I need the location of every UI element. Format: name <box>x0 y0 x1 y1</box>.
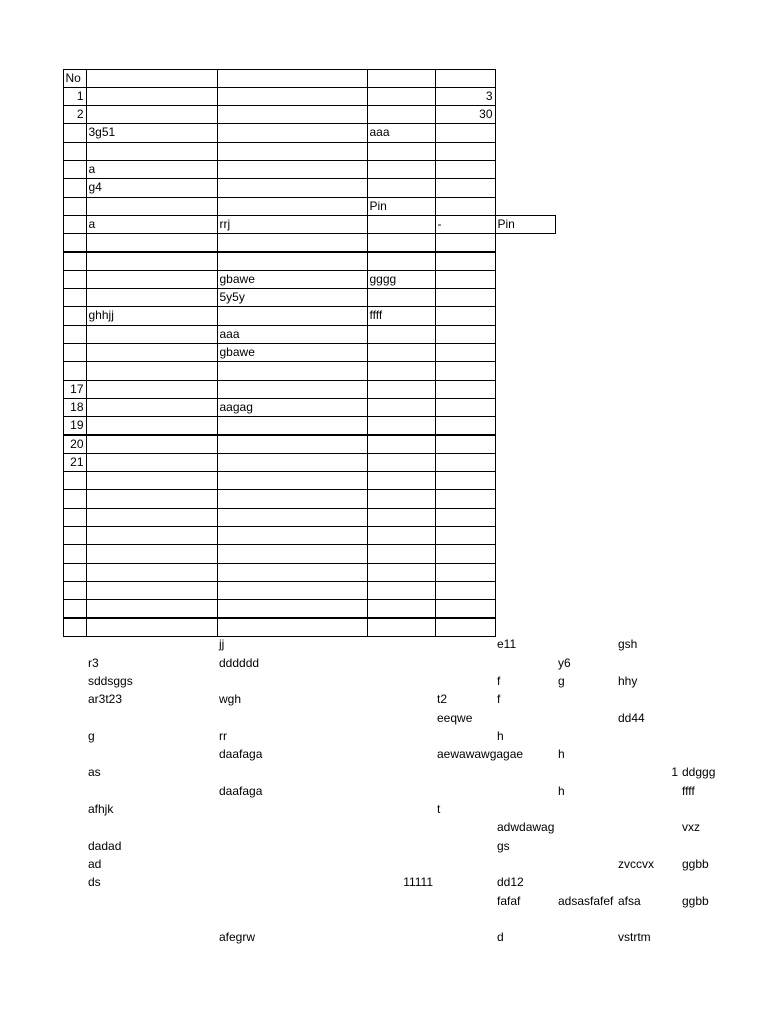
table-cell[interactable] <box>435 343 496 362</box>
table-cell[interactable] <box>367 160 436 179</box>
free-cell[interactable]: adwdawag <box>497 820 555 835</box>
table-cell[interactable]: a <box>86 215 218 234</box>
table-cell[interactable] <box>217 87 368 106</box>
table-cell[interactable]: aaa <box>217 325 368 344</box>
table-cell[interactable] <box>435 380 496 399</box>
table-cell[interactable] <box>86 563 218 582</box>
table-cell[interactable] <box>435 252 496 271</box>
free-cell[interactable]: ggbb <box>682 856 709 871</box>
table-cell[interactable] <box>86 435 218 454</box>
free-cell[interactable]: ad <box>88 856 102 871</box>
table-cell[interactable] <box>86 471 218 490</box>
table-cell[interactable] <box>367 288 436 307</box>
table-cell[interactable]: a <box>86 160 218 179</box>
table-cell[interactable] <box>435 142 496 161</box>
table-cell[interactable] <box>367 105 436 124</box>
free-cell[interactable]: e11 <box>497 637 517 652</box>
table-cell[interactable] <box>435 508 496 527</box>
table-cell[interactable] <box>435 306 496 325</box>
table-cell[interactable] <box>367 343 436 362</box>
table-cell[interactable] <box>367 398 436 417</box>
free-cell[interactable]: eeqwe <box>437 710 473 725</box>
free-cell[interactable]: t2 <box>437 692 448 707</box>
table-cell[interactable] <box>435 325 496 344</box>
table-cell[interactable] <box>63 544 87 563</box>
table-cell[interactable] <box>217 361 368 380</box>
free-cell[interactable]: f <box>497 673 501 688</box>
table-cell[interactable] <box>217 508 368 527</box>
table-cell[interactable] <box>63 581 87 600</box>
table-cell[interactable]: 20 <box>63 435 87 454</box>
table-cell[interactable]: ffff <box>367 306 436 325</box>
table-cell[interactable] <box>217 178 368 197</box>
free-cell[interactable]: h <box>558 747 565 762</box>
table-cell[interactable] <box>435 178 496 197</box>
free-cell[interactable]: zvccvx <box>618 856 654 871</box>
table-cell[interactable] <box>86 618 218 637</box>
table-cell[interactable] <box>217 563 368 582</box>
table-cell[interactable] <box>435 599 496 618</box>
table-cell[interactable] <box>63 288 87 307</box>
table-cell[interactable] <box>86 581 218 600</box>
table-cell[interactable] <box>217 252 368 271</box>
free-cell[interactable]: wgh <box>219 692 242 707</box>
table-cell[interactable] <box>367 453 436 472</box>
extra-pin-cell[interactable]: Pin <box>495 215 556 234</box>
table-cell[interactable] <box>63 160 87 179</box>
free-cell[interactable]: dadad <box>88 838 122 853</box>
table-header-cell[interactable] <box>367 69 436 88</box>
table-cell[interactable] <box>217 306 368 325</box>
table-cell[interactable] <box>86 361 218 380</box>
free-cell[interactable]: adsasfafef <box>558 893 614 908</box>
table-cell[interactable] <box>367 489 436 508</box>
free-cell[interactable]: g <box>558 673 565 688</box>
table-cell[interactable] <box>63 197 87 216</box>
table-cell[interactable] <box>435 398 496 417</box>
table-cell[interactable] <box>86 197 218 216</box>
table-cell[interactable] <box>217 416 368 435</box>
table-cell[interactable] <box>217 544 368 563</box>
free-cell[interactable]: vstrtm <box>618 930 651 945</box>
free-cell[interactable]: t <box>437 802 441 816</box>
table-cell[interactable] <box>367 142 436 161</box>
table-cell[interactable]: 19 <box>63 416 87 435</box>
table-cell[interactable] <box>63 343 87 362</box>
free-cell[interactable]: ddggg <box>682 765 716 780</box>
table-cell[interactable] <box>63 142 87 161</box>
table-cell[interactable] <box>217 453 368 472</box>
table-cell[interactable] <box>367 599 436 618</box>
table-cell[interactable] <box>63 618 87 637</box>
table-cell[interactable]: 30 <box>435 105 496 124</box>
table-cell[interactable]: 2 <box>63 105 87 124</box>
table-cell[interactable] <box>367 563 436 582</box>
table-cell[interactable] <box>63 361 87 380</box>
table-cell[interactable]: 5y5y <box>217 288 368 307</box>
table-cell[interactable] <box>217 123 368 142</box>
table-cell[interactable] <box>217 581 368 600</box>
table-header-cell[interactable] <box>435 69 496 88</box>
table-cell[interactable] <box>367 508 436 527</box>
table-cell[interactable] <box>367 618 436 637</box>
table-cell[interactable] <box>63 215 87 234</box>
table-cell[interactable] <box>217 105 368 124</box>
free-cell[interactable]: h <box>497 728 504 743</box>
table-cell[interactable] <box>86 453 218 472</box>
table-cell[interactable] <box>86 343 218 362</box>
free-cell[interactable]: ar3t23 <box>88 692 123 707</box>
table-cell[interactable] <box>86 87 218 106</box>
free-cell[interactable]: dd44 <box>618 710 645 725</box>
free-cell[interactable]: d <box>497 930 504 945</box>
table-cell[interactable] <box>435 160 496 179</box>
free-cell[interactable]: g <box>88 728 95 743</box>
table-cell[interactable]: ghhjj <box>86 306 218 325</box>
table-cell[interactable]: aaa <box>367 123 436 142</box>
table-cell[interactable]: 1 <box>63 87 87 106</box>
table-cell[interactable] <box>86 398 218 417</box>
free-cell[interactable]: vxz <box>682 820 700 835</box>
table-cell[interactable] <box>367 252 436 271</box>
table-cell[interactable] <box>63 325 87 344</box>
table-cell[interactable]: 3g51 <box>86 123 218 142</box>
table-cell[interactable] <box>63 489 87 508</box>
table-cell[interactable] <box>435 197 496 216</box>
table-cell[interactable] <box>86 526 218 545</box>
table-cell[interactable] <box>435 581 496 600</box>
free-cell[interactable]: afhjk <box>88 802 114 816</box>
table-cell[interactable] <box>86 270 218 289</box>
table-cell[interactable] <box>63 306 87 325</box>
table-cell[interactable] <box>217 380 368 399</box>
free-cell[interactable]: y6 <box>558 655 571 670</box>
table-cell[interactable] <box>435 526 496 545</box>
table-cell[interactable]: g4 <box>86 178 218 197</box>
table-cell[interactable] <box>86 288 218 307</box>
table-cell[interactable] <box>63 270 87 289</box>
table-cell[interactable] <box>367 178 436 197</box>
table-cell[interactable] <box>86 105 218 124</box>
table-cell[interactable]: aagag <box>217 398 368 417</box>
table-cell[interactable] <box>217 233 368 252</box>
free-cell[interactable]: gs <box>497 838 510 853</box>
table-cell[interactable] <box>86 252 218 271</box>
table-cell[interactable] <box>367 361 436 380</box>
free-cell[interactable]: sddsggs <box>88 673 133 688</box>
free-cell[interactable]: as <box>88 765 101 780</box>
table-cell[interactable] <box>217 471 368 490</box>
table-cell[interactable]: - <box>435 215 496 234</box>
table-cell[interactable] <box>86 380 218 399</box>
table-cell[interactable] <box>63 471 87 490</box>
table-cell[interactable] <box>367 233 436 252</box>
free-cell[interactable]: ggbb <box>682 893 709 908</box>
free-cell[interactable]: afsa <box>618 893 641 908</box>
free-cell[interactable]: h <box>558 783 565 798</box>
free-cell[interactable]: jj <box>219 637 225 652</box>
table-cell[interactable]: gbawe <box>217 270 368 289</box>
table-cell[interactable] <box>367 380 436 399</box>
table-cell[interactable] <box>86 142 218 161</box>
table-cell[interactable] <box>86 233 218 252</box>
table-cell[interactable] <box>217 599 368 618</box>
free-cell[interactable]: dd12 <box>497 875 524 890</box>
free-cell[interactable]: gsh <box>618 637 638 652</box>
table-cell[interactable] <box>435 453 496 472</box>
table-cell[interactable] <box>217 197 368 216</box>
table-cell[interactable] <box>217 618 368 637</box>
table-header-cell[interactable] <box>217 69 368 88</box>
table-cell[interactable]: 17 <box>63 380 87 399</box>
table-cell[interactable] <box>63 508 87 527</box>
table-cell[interactable] <box>367 215 436 234</box>
table-header-cell[interactable] <box>86 69 218 88</box>
free-cell[interactable]: ds <box>88 875 101 890</box>
table-cell[interactable] <box>435 563 496 582</box>
table-cell[interactable] <box>435 471 496 490</box>
table-cell[interactable] <box>435 489 496 508</box>
table-cell[interactable] <box>435 288 496 307</box>
table-cell[interactable] <box>217 526 368 545</box>
table-cell[interactable] <box>86 416 218 435</box>
free-cell[interactable]: dddddd <box>219 655 260 670</box>
free-cell[interactable]: rr <box>219 728 227 743</box>
table-cell[interactable] <box>217 160 368 179</box>
table-cell[interactable] <box>86 599 218 618</box>
free-cell[interactable]: daafaga <box>219 747 263 762</box>
table-cell[interactable]: gbawe <box>217 343 368 362</box>
table-cell[interactable]: gggg <box>367 270 436 289</box>
table-cell[interactable] <box>367 325 436 344</box>
table-cell[interactable]: 3 <box>435 87 496 106</box>
free-cell[interactable]: afegrw <box>219 930 256 945</box>
table-cell[interactable] <box>367 544 436 563</box>
table-cell[interactable] <box>86 325 218 344</box>
table-cell[interactable]: Pin <box>367 197 436 216</box>
free-cell[interactable]: hhy <box>618 673 638 688</box>
table-cell[interactable] <box>435 416 496 435</box>
table-cell[interactable] <box>217 142 368 161</box>
table-cell[interactable] <box>435 270 496 289</box>
table-cell[interactable] <box>217 435 368 454</box>
table-cell[interactable] <box>367 435 436 454</box>
table-cell[interactable] <box>367 416 436 435</box>
table-cell[interactable] <box>63 599 87 618</box>
table-cell[interactable] <box>435 361 496 380</box>
table-cell[interactable] <box>86 508 218 527</box>
table-header-no[interactable]: No <box>63 69 87 88</box>
free-cell[interactable]: r3 <box>88 655 99 670</box>
table-cell[interactable] <box>367 87 436 106</box>
table-cell[interactable] <box>86 544 218 563</box>
table-cell[interactable] <box>63 526 87 545</box>
table-cell[interactable] <box>435 544 496 563</box>
table-cell[interactable]: rrj <box>217 215 368 234</box>
table-cell[interactable] <box>63 233 87 252</box>
table-cell[interactable] <box>86 489 218 508</box>
table-cell[interactable] <box>63 252 87 271</box>
free-cell[interactable]: f <box>497 692 501 707</box>
table-cell[interactable] <box>63 563 87 582</box>
table-cell[interactable] <box>63 123 87 142</box>
table-cell[interactable] <box>435 435 496 454</box>
free-cell[interactable]: ffff <box>682 783 695 798</box>
table-cell[interactable] <box>435 123 496 142</box>
table-cell[interactable]: 18 <box>63 398 87 417</box>
table-cell[interactable] <box>435 618 496 637</box>
table-cell[interactable] <box>367 471 436 490</box>
free-cell[interactable]: 11111 <box>403 875 433 890</box>
free-cell[interactable]: daafaga <box>219 783 263 798</box>
table-cell[interactable] <box>435 233 496 252</box>
table-cell[interactable] <box>367 526 436 545</box>
table-cell[interactable] <box>217 489 368 508</box>
free-cell[interactable]: fafaf <box>497 893 521 908</box>
free-cell[interactable]: aewawawgagae <box>437 747 524 762</box>
table-cell[interactable] <box>63 178 87 197</box>
free-cell[interactable]: 1 <box>671 765 678 780</box>
table-cell[interactable] <box>367 581 436 600</box>
table-cell[interactable]: 21 <box>63 453 87 472</box>
